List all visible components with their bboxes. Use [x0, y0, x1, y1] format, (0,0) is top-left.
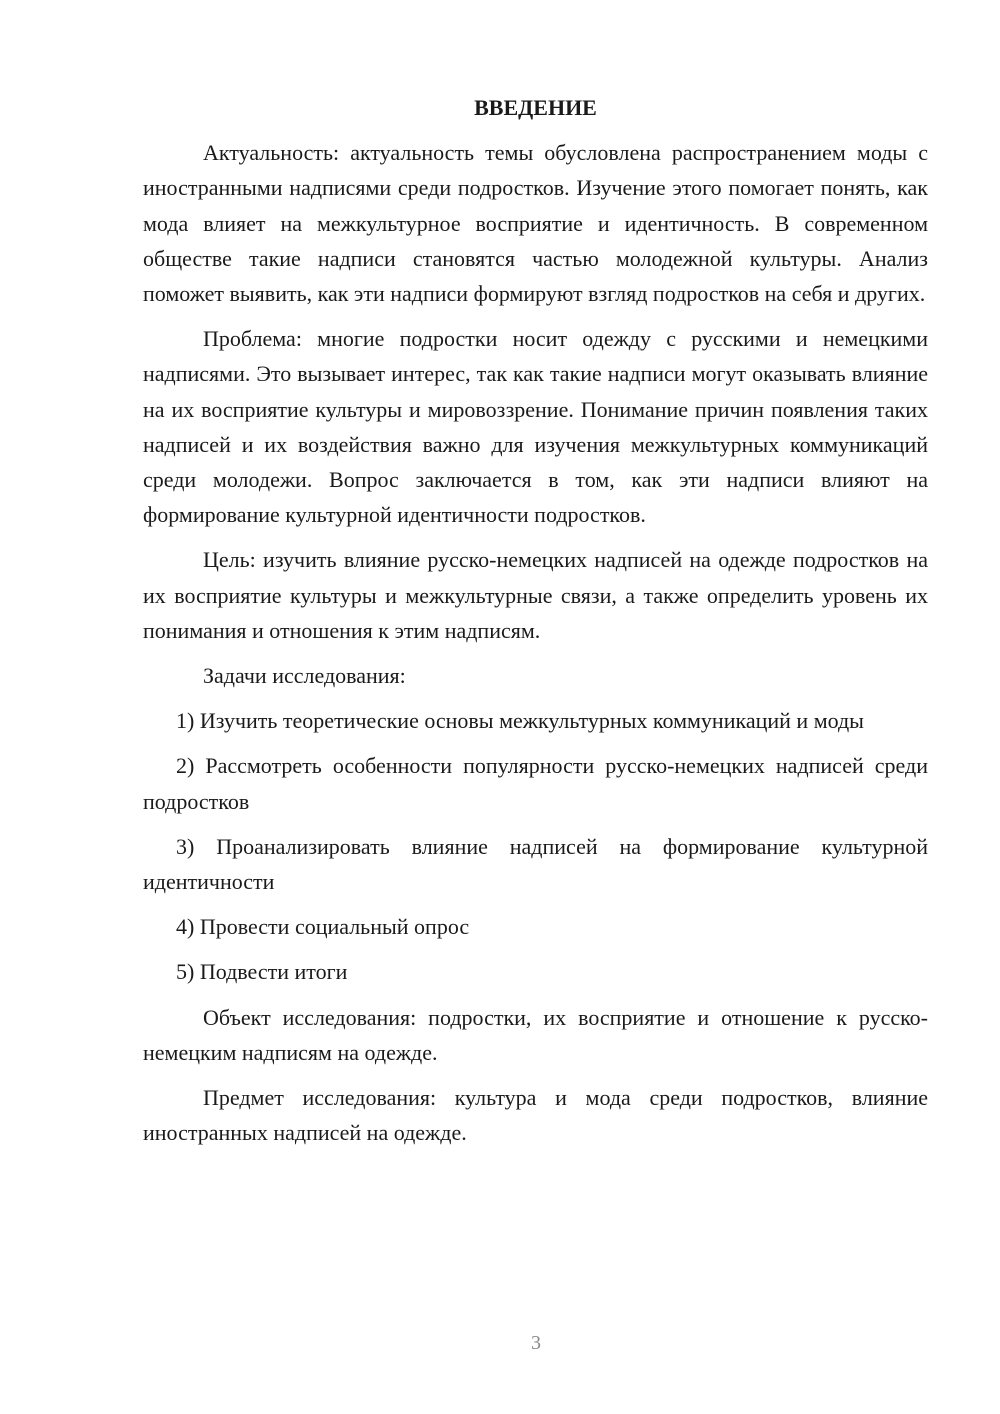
problem-paragraph: Проблема: многие подростки носит одежду с русскими и немецкими надписями. Это вызывает интерес, так как такие надписи могут оказывать влияние на их восприятие культуры и мировоззрение. Понимание причин появления таких надписей и их воздействия важно для изучения межкультурных коммуникаций среди молодежи. Вопрос заключается в том, как эти надписи влияют на формирование культурной идентичности подростков.: [143, 326, 928, 528]
task-item-4: 4) Провести социальный опрос: [176, 914, 470, 940]
object-paragraph: Объект исследования: подростки, их восприятие и отношение к русско-немецким надписям на одежде.: [143, 1004, 928, 1065]
task-item-2: 2) Рассмотреть особенности популярности русско-немецких надписей среди подростков: [143, 753, 928, 814]
task-item-5: 5) Подвести итоги: [176, 959, 348, 985]
relevance-paragraph: Актуальность: актуальность темы обусловлена распространением моды с иностранными надписями среди подростков. Изучение этого помогает понять, как мода влияет на межкультурное восприятие и идентичность. В современном обществе такие надписи становятся частью молодежной культуры. Анализ поможет выявить, как эти надписи формируют взгляд подростков на себя и других.: [143, 140, 928, 307]
section-title: ВВЕДЕНИЕ: [474, 95, 597, 120]
subject-paragraph: Предмет исследования: культура и мода среди подростков, влияние иностранных надписей на одежде.: [143, 1085, 928, 1146]
tasks-heading: Задачи исследования:: [203, 663, 406, 689]
task-item-1: 1) Изучить теоретические основы межкультурных коммуникаций и моды: [176, 708, 864, 734]
page-number: 3: [531, 1332, 541, 1354]
goal-paragraph: Цель: изучить влияние русско-немецких надписей на одежде подростков на их восприятие культуры и межкультурные связи, а также определить уровень их понимания и отношения к этим надписям.: [143, 547, 928, 643]
task-item-3: 3) Проанализировать влияние надписей на формирование культурной идентичности: [143, 833, 928, 895]
page-content: [143, 90, 928, 1160]
